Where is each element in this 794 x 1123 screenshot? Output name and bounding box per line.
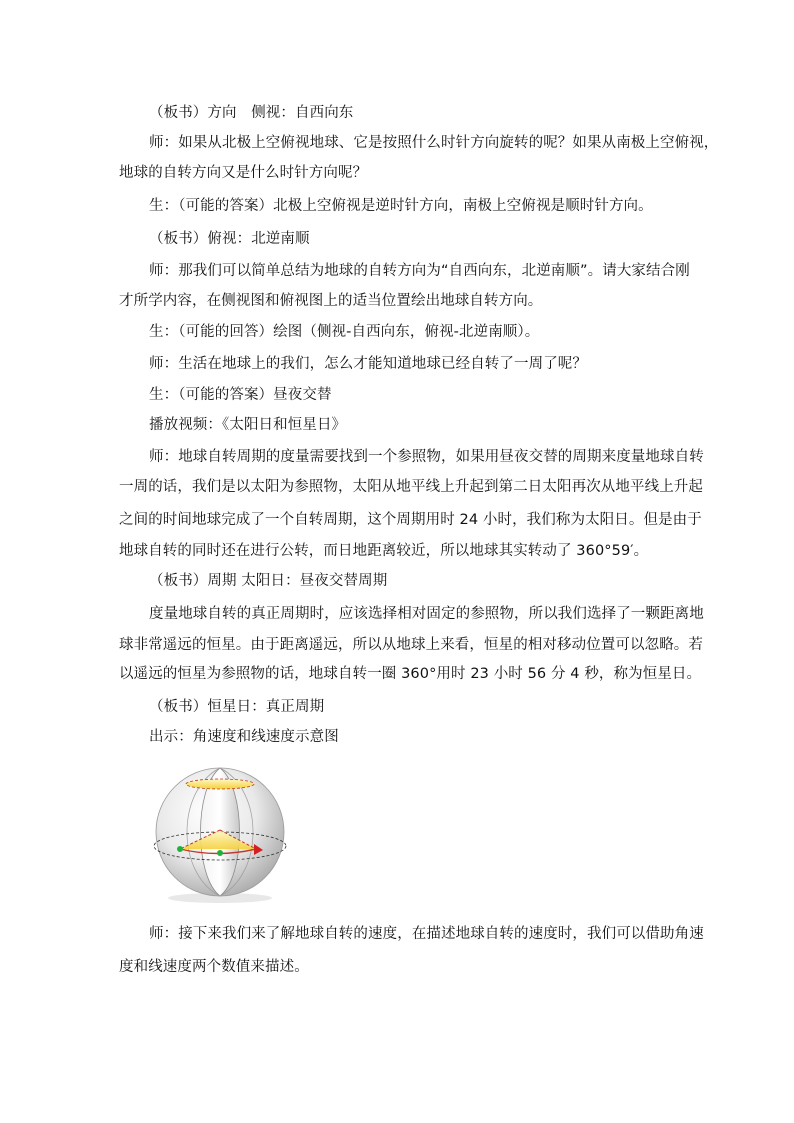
teacher-summary-cont: 才所学内容，在侧视图和俯视图上的适当位置绘出地球自转方向。 xyxy=(119,293,543,309)
explain-sidereal-day-3: 以遥远的恒星为参照物的话，地球自转一圈 360°用时 23 小时 56 分 4 秒，称为恒星日。 xyxy=(119,666,702,682)
teacher-explain-solar-day-4: 地球自转的同时还在进行公转，而日地距离较近，所以地球其实转动了 360°59′。 xyxy=(119,543,649,559)
teacher-question-rotation-cont: 地球的自转方向又是什么时针方向呢？ xyxy=(119,165,368,181)
teacher-velocity-intro: 师：接下来我们来了解地球自转的速度，在描述地球自转的速度时，我们可以借助角速 xyxy=(149,926,704,942)
teacher-explain-solar-day: 师：地球自转周期的度量需要找到一个参照物，如果用昼夜交替的周期来度量地球自转 xyxy=(149,449,704,465)
board-note-direction: （板书）方向 侧视：自西向东 xyxy=(149,105,354,121)
board-note-topview: （板书）俯视：北逆南顺 xyxy=(149,231,310,247)
student-answer-rotation: 生：（可能的答案）北极上空俯视是逆时针方向，南极上空俯视是顺时针方向。 xyxy=(149,198,653,214)
teacher-summary: 师：那我们可以简单总结为地球的自转方向为“自西向东，北逆南顺”。请大家结合刚 xyxy=(149,263,690,279)
teacher-velocity-intro-cont: 度和线速度两个数值来描述。 xyxy=(119,959,309,975)
play-video-note: 播放视频：《太阳日和恒星日》 xyxy=(149,417,347,433)
board-note-sidereal: （板书）恒星日：真正周期 xyxy=(149,699,325,715)
teacher-explain-solar-day-2: 一周的话，我们是以太阳为参照物，太阳从地平线上升起到第二日太阳再次从地平线上升起 xyxy=(119,479,703,495)
teacher-question-rotation: 师：如果从北极上空俯视地球、它是按照什么时针方向旋转的呢？如果从南极上空俯视， xyxy=(149,135,719,151)
explain-sidereal-day: 度量地球自转的真正周期时，应该选择相对固定的参照物，所以我们选择了一颗距离地 xyxy=(149,606,704,622)
board-note-period: （板书）周期 太阳日：昼夜交替周期 xyxy=(149,573,388,589)
teacher-explain-solar-day-3: 之间的时间地球完成了一个自转周期，这个周期用时 24 小时，我们称为太阳日。但是由于 xyxy=(119,512,702,528)
teacher-question-cycle: 师：生活在地球上的我们，怎么才能知道地球已经自转了一周了呢？ xyxy=(149,356,587,372)
student-drawing-answer: 生：（可能的回答）绘图（侧视-自西向东，俯视-北逆南顺）。 xyxy=(149,324,540,340)
show-diagram-note: 出示：角速度和线速度示意图 xyxy=(149,729,339,745)
explain-sidereal-day-2: 球非常遥远的恒星。由于距离遥远，所以从地球上来看，恒星的相对移动位置可以忽略。若 xyxy=(119,637,703,653)
globe-angular-linear-velocity-icon xyxy=(150,764,290,904)
student-answer-daynight: 生：（可能的答案）昼夜交替 xyxy=(149,387,332,403)
